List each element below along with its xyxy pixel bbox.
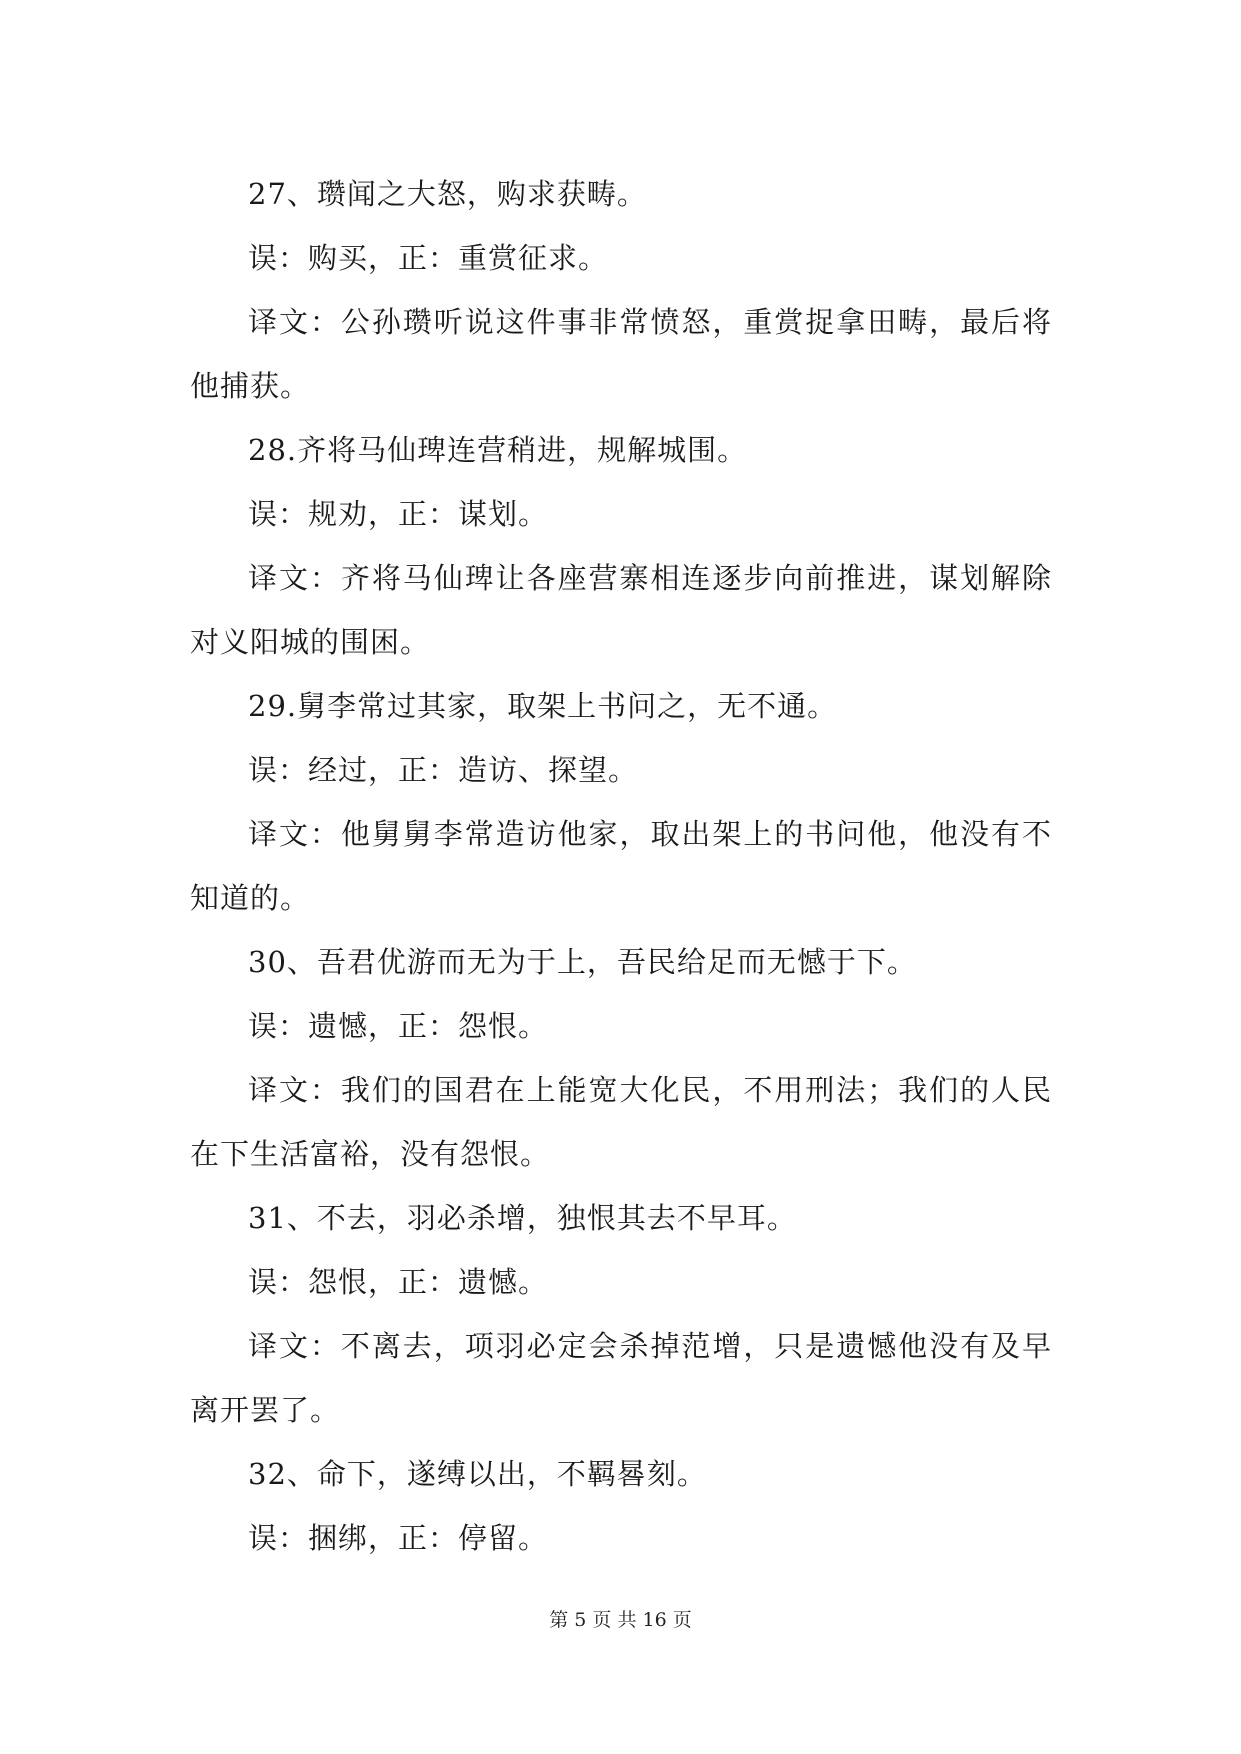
entry-sentence: 31、不去，羽必杀增，独恨其去不早耳。 — [248, 1201, 797, 1235]
document-body — [190, 162, 1052, 1570]
entry-error-note: 误：经过，正：造访、探望。 — [248, 753, 639, 787]
entry-translation: 译文：不离去，项羽必定会杀掉范增，只是遗憾他没有及早离开罢了。 — [190, 1329, 1052, 1427]
entry-error-note: 误：规劝，正：谋划。 — [248, 497, 549, 531]
entry-sentence: 30、吾君优游而无为于上，吾民给足而无憾于下。 — [248, 945, 917, 979]
entry-translation: 译文：齐将马仙琕让各座营寨相连逐步向前推进，谋划解除对义阳城的围困。 — [190, 561, 1052, 659]
entry-error-note: 误：购买，正：重赏征求。 — [248, 241, 609, 275]
entry-error-note: 误：怨恨，正：遗憾。 — [248, 1265, 549, 1299]
entry-translation: 译文：他舅舅李常造访他家，取出架上的书问他，他没有不知道的。 — [190, 817, 1052, 915]
entry-sentence: 29.舅李常过其家，取架上书问之，无不通。 — [248, 689, 838, 723]
entry-error-note: 误：遗憾，正：怨恨。 — [248, 1009, 549, 1043]
entry-translation: 译文：公孙瓒听说这件事非常愤怒，重赏捉拿田畴，最后将他捕获。 — [190, 305, 1052, 403]
page-footer: 第 5 页 共 16 页 — [549, 1609, 692, 1631]
entry-error-note: 误：捆绑，正：停留。 — [248, 1521, 549, 1555]
entry-sentence: 28.齐将马仙琕连营稍进，规解城围。 — [248, 433, 748, 467]
entry-sentence: 32、命下，遂缚以出，不羁晷刻。 — [248, 1457, 707, 1491]
entry-sentence: 27、瓒闻之大怒，购求获畴。 — [248, 177, 647, 211]
entry-translation: 译文：我们的国君在上能宽大化民，不用刑法；我们的人民在下生活富裕，没有怨恨。 — [190, 1073, 1052, 1171]
